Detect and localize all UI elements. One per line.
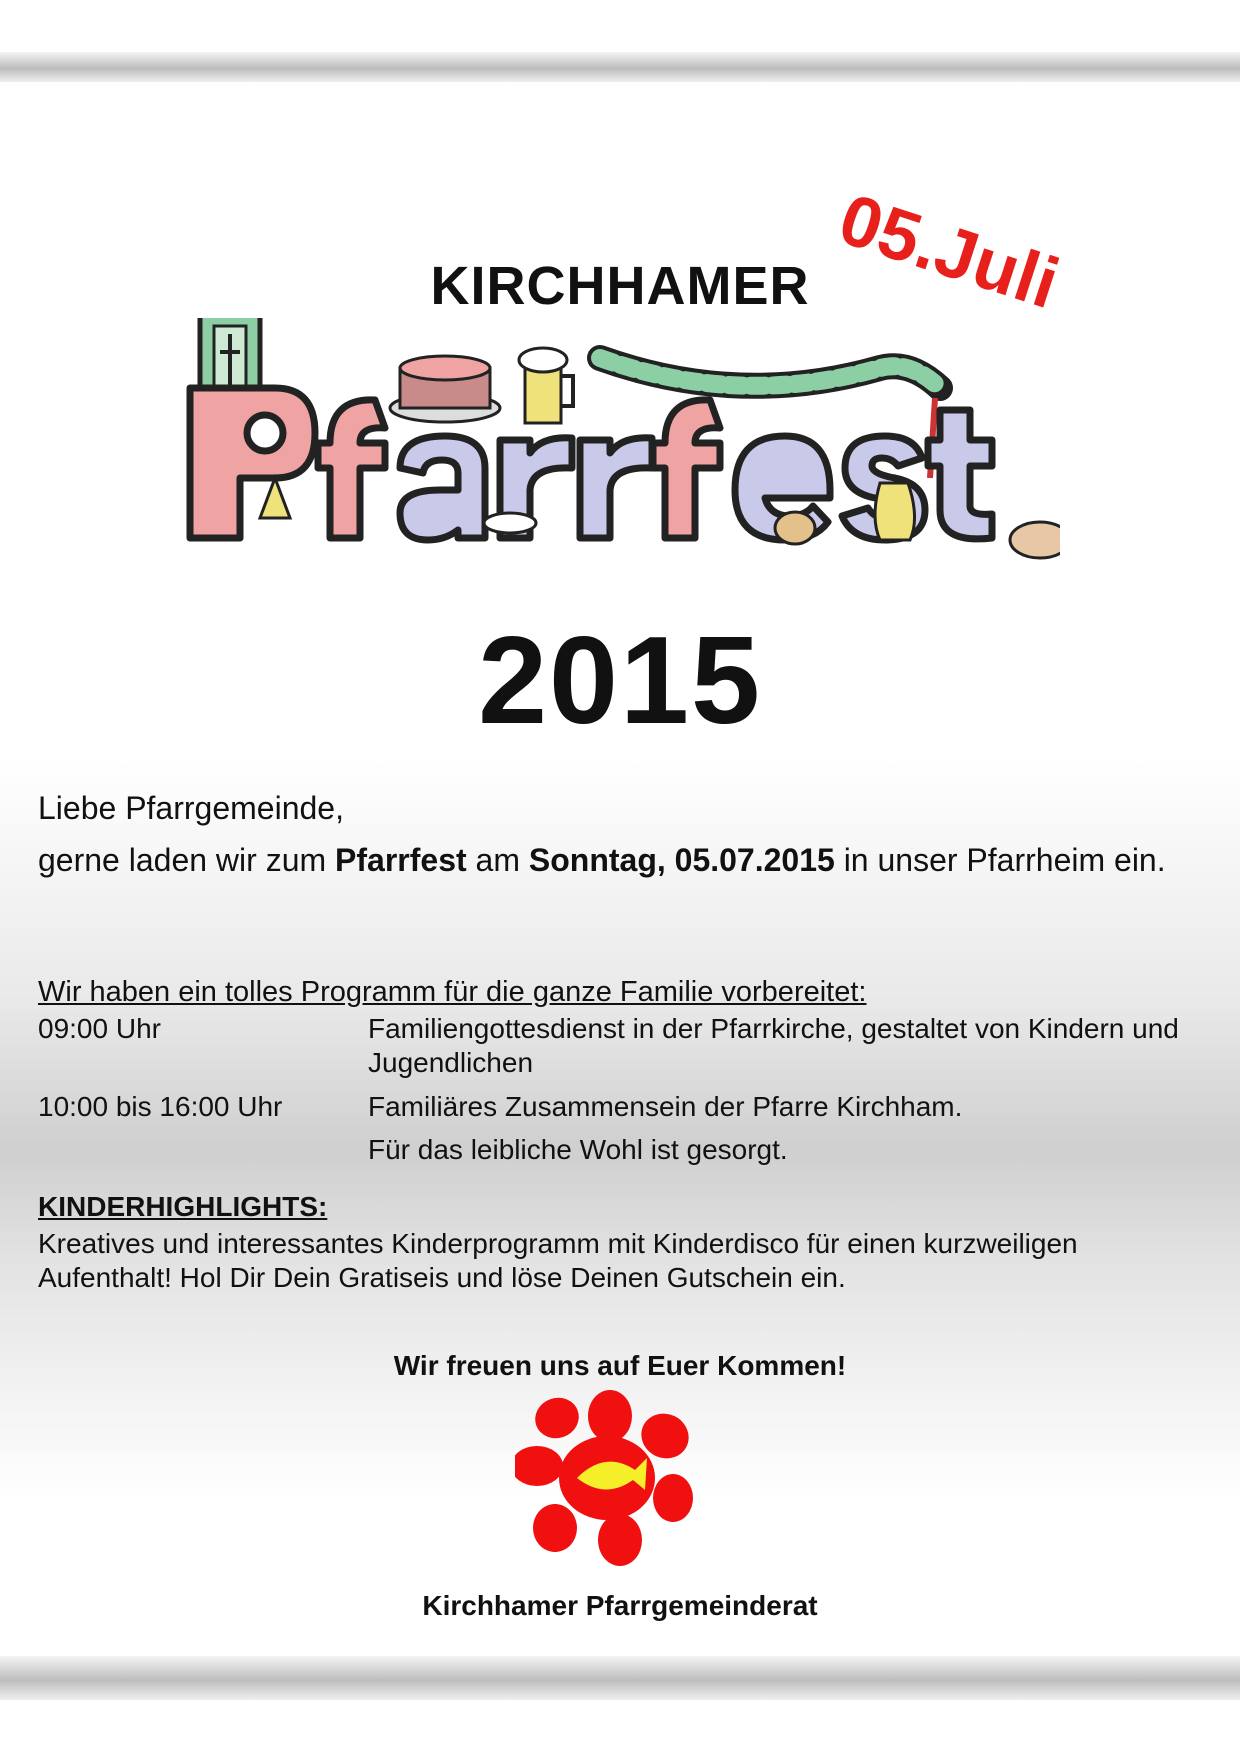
invite-part-3: in unser Pfarrheim ein.: [834, 842, 1166, 878]
program-description: Familiengottesdienst in der Pfarrkirche, gestaltet von Kindern und Jugendlichen: [368, 1013, 1179, 1078]
invite-event-name: Pfarrfest: [335, 842, 467, 878]
program-description: Familiäres Zusammensein der Pfarre Kirchham.: [368, 1091, 963, 1122]
invite-part-1: gerne laden wir zum: [38, 842, 336, 878]
kids-text: Kreatives und interessantes Kinderprogramm mit Kinderdisco für einen kurzweiligen Aufenthalt! Hol Dir Dein Gratiseis und löse Deinen Gutschein ein.: [38, 1228, 1078, 1293]
kids-heading: KINDERHIGHLIGHTS:: [38, 1191, 328, 1222]
greeting: Liebe Pfarrgemeinde,: [38, 790, 344, 826]
closing-line: Wir freuen uns auf Euer Kommen!: [393, 1350, 847, 1381]
program-time: 10:00 bis 16:00 Uhr: [38, 1091, 283, 1122]
title-kirchhamer: KIRCHHAMER: [430, 256, 810, 316]
bottom-decorative-bar: [0, 1656, 1240, 1700]
top-decorative-bar: [0, 52, 1240, 82]
invite-date: Sonntag, 05.07.2015: [528, 842, 835, 878]
signature: Kirchhamer Pfarrgemeinderat: [422, 1590, 818, 1621]
program-heading: Wir haben ein tolles Programm für die ganze Familie vorbereitet:: [38, 976, 867, 1008]
red-flower-fish-icon: [515, 1388, 695, 1570]
pfarrfest-logo-icon: [180, 318, 1060, 588]
invite-part-2: am: [466, 842, 529, 878]
year-title: 2015: [478, 612, 762, 750]
program-description: Für das leibliche Wohl ist gesorgt.: [368, 1134, 788, 1165]
program-time: 09:00 Uhr: [38, 1013, 161, 1044]
date-badge: 05.Juli: [829, 178, 1068, 325]
invitation-text: [38, 840, 1198, 880]
